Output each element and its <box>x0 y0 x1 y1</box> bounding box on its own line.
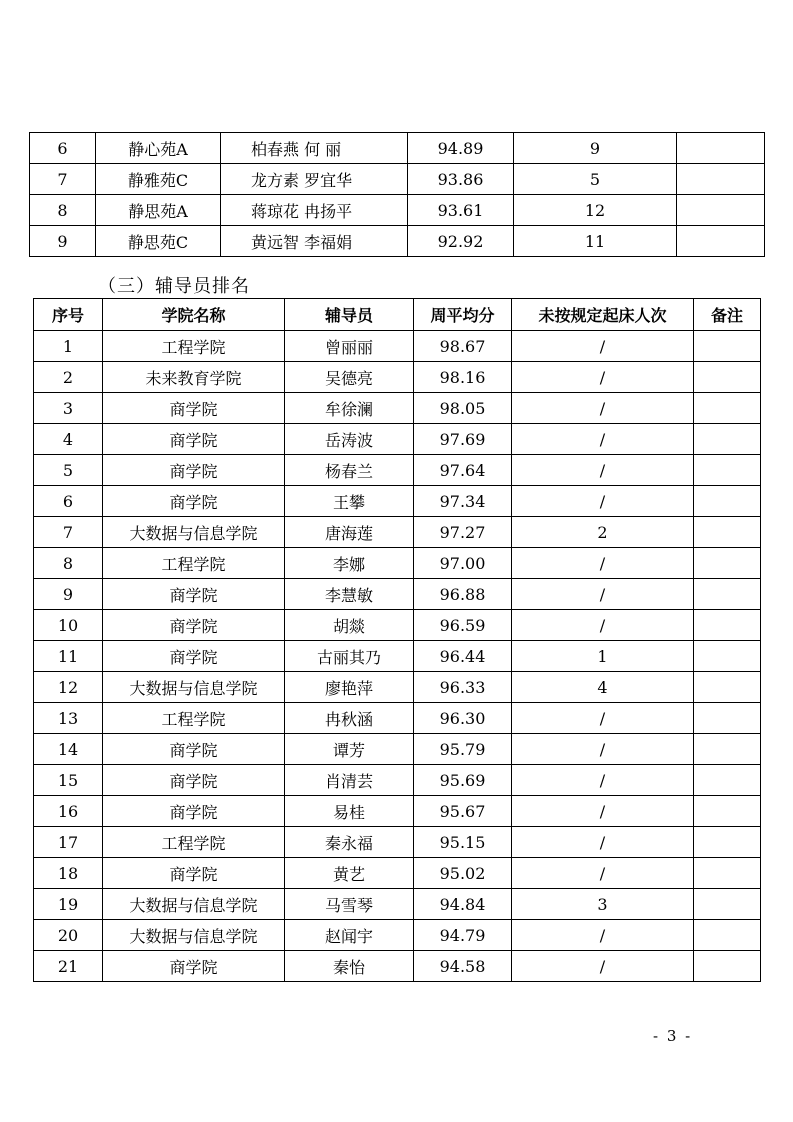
cell-weekly-average: 95.67 <box>414 796 512 827</box>
cell-count: 9 <box>514 133 677 164</box>
cell-rank: 9 <box>30 226 96 257</box>
cell-serial-number: 18 <box>34 858 103 889</box>
cell-late-rise-count: 4 <box>512 672 694 703</box>
header-late-rise-count: 未按规定起床人次 <box>512 299 694 331</box>
table-row <box>34 951 761 982</box>
cell-serial-number: 4 <box>34 424 103 455</box>
cell-late-rise-count: / <box>512 827 694 858</box>
cell-weekly-average: 97.00 <box>414 548 512 579</box>
cell-serial-number: 17 <box>34 827 103 858</box>
cell-staff: 柏春燕 何 丽 <box>221 133 408 164</box>
cell-remarks <box>694 951 761 982</box>
header-remarks: 备注 <box>694 299 761 331</box>
cell-counselor: 牟徐澜 <box>285 393 414 424</box>
cell-serial-number: 2 <box>34 362 103 393</box>
cell-remarks <box>694 889 761 920</box>
cell-serial-number: 21 <box>34 951 103 982</box>
cell-counselor: 吴德亮 <box>285 362 414 393</box>
table-row <box>34 765 761 796</box>
cell-counselor: 秦永福 <box>285 827 414 858</box>
cell-college-name: 商学院 <box>103 579 285 610</box>
cell-building: 静心苑A <box>96 133 221 164</box>
cell-college-name: 商学院 <box>103 641 285 672</box>
cell-college-name: 商学院 <box>103 858 285 889</box>
cell-remarks <box>694 920 761 951</box>
cell-counselor: 杨春兰 <box>285 455 414 486</box>
table-row <box>30 195 765 226</box>
page-number: - 3 - <box>653 1027 693 1045</box>
cell-weekly-average: 98.05 <box>414 393 512 424</box>
table-row <box>30 164 765 195</box>
cell-remarks <box>694 858 761 889</box>
table-row <box>34 331 761 362</box>
counselor-ranking-table <box>33 298 761 982</box>
cell-rank: 8 <box>30 195 96 226</box>
cell-building: 静雅苑C <box>96 164 221 195</box>
cell-late-rise-count: / <box>512 951 694 982</box>
cell-late-rise-count: 1 <box>512 641 694 672</box>
cell-count: 5 <box>514 164 677 195</box>
cell-remark <box>677 195 765 226</box>
table-row <box>34 610 761 641</box>
cell-building: 静思苑C <box>96 226 221 257</box>
cell-score: 93.86 <box>408 164 514 195</box>
cell-weekly-average: 97.27 <box>414 517 512 548</box>
cell-college-name: 大数据与信息学院 <box>103 889 285 920</box>
cell-serial-number: 6 <box>34 486 103 517</box>
cell-late-rise-count: 3 <box>512 889 694 920</box>
table-row <box>34 641 761 672</box>
cell-college-name: 商学院 <box>103 951 285 982</box>
cell-remark <box>677 226 765 257</box>
cell-weekly-average: 96.33 <box>414 672 512 703</box>
table-row <box>34 393 761 424</box>
cell-late-rise-count: / <box>512 362 694 393</box>
cell-weekly-average: 95.69 <box>414 765 512 796</box>
cell-remarks <box>694 424 761 455</box>
header-counselor: 辅导员 <box>285 299 414 331</box>
cell-serial-number: 9 <box>34 579 103 610</box>
table-row <box>34 424 761 455</box>
cell-counselor: 肖清芸 <box>285 765 414 796</box>
cell-weekly-average: 94.58 <box>414 951 512 982</box>
cell-late-rise-count: / <box>512 455 694 486</box>
cell-college-name: 大数据与信息学院 <box>103 920 285 951</box>
cell-late-rise-count: 2 <box>512 517 694 548</box>
cell-late-rise-count: / <box>512 858 694 889</box>
cell-remarks <box>694 455 761 486</box>
header-serial-number: 序号 <box>34 299 103 331</box>
cell-counselor: 易桂 <box>285 796 414 827</box>
table-row <box>30 226 765 257</box>
cell-counselor: 赵闻宇 <box>285 920 414 951</box>
cell-rank: 6 <box>30 133 96 164</box>
cell-remarks <box>694 827 761 858</box>
cell-weekly-average: 98.16 <box>414 362 512 393</box>
table-row <box>34 703 761 734</box>
table-row <box>34 455 761 486</box>
cell-serial-number: 15 <box>34 765 103 796</box>
cell-weekly-average: 97.69 <box>414 424 512 455</box>
table-header-row <box>34 299 761 331</box>
cell-counselor: 廖艳萍 <box>285 672 414 703</box>
cell-weekly-average: 94.84 <box>414 889 512 920</box>
cell-remarks <box>694 703 761 734</box>
cell-remarks <box>694 641 761 672</box>
cell-late-rise-count: / <box>512 765 694 796</box>
cell-serial-number: 10 <box>34 610 103 641</box>
cell-weekly-average: 95.02 <box>414 858 512 889</box>
cell-staff: 龙方素 罗宜华 <box>221 164 408 195</box>
cell-score: 93.61 <box>408 195 514 226</box>
cell-serial-number: 19 <box>34 889 103 920</box>
cell-counselor: 黄艺 <box>285 858 414 889</box>
cell-weekly-average: 96.59 <box>414 610 512 641</box>
cell-serial-number: 13 <box>34 703 103 734</box>
cell-weekly-average: 98.67 <box>414 331 512 362</box>
cell-college-name: 未来教育学院 <box>103 362 285 393</box>
table-row <box>34 827 761 858</box>
cell-serial-number: 20 <box>34 920 103 951</box>
cell-remarks <box>694 517 761 548</box>
counselor-ranking-body <box>34 331 761 982</box>
dormitory-ranking-body <box>30 133 765 257</box>
cell-counselor: 李慧敏 <box>285 579 414 610</box>
cell-score: 92.92 <box>408 226 514 257</box>
cell-late-rise-count: / <box>512 734 694 765</box>
cell-weekly-average: 96.30 <box>414 703 512 734</box>
table-row <box>34 362 761 393</box>
cell-remarks <box>694 796 761 827</box>
cell-remark <box>677 164 765 195</box>
section-heading: （三）辅导员排名 <box>98 276 250 297</box>
cell-remarks <box>694 579 761 610</box>
cell-college-name: 商学院 <box>103 734 285 765</box>
cell-college-name: 商学院 <box>103 765 285 796</box>
cell-counselor: 唐海莲 <box>285 517 414 548</box>
cell-college-name: 商学院 <box>103 455 285 486</box>
cell-counselor: 胡燚 <box>285 610 414 641</box>
cell-weekly-average: 94.79 <box>414 920 512 951</box>
table-row <box>34 734 761 765</box>
cell-college-name: 工程学院 <box>103 827 285 858</box>
table-row <box>34 889 761 920</box>
cell-counselor: 马雪琴 <box>285 889 414 920</box>
cell-serial-number: 16 <box>34 796 103 827</box>
cell-weekly-average: 97.64 <box>414 455 512 486</box>
cell-college-name: 工程学院 <box>103 331 285 362</box>
cell-serial-number: 11 <box>34 641 103 672</box>
cell-serial-number: 12 <box>34 672 103 703</box>
cell-staff: 黄远智 李福娟 <box>221 226 408 257</box>
cell-serial-number: 7 <box>34 517 103 548</box>
table-row <box>34 858 761 889</box>
cell-late-rise-count: / <box>512 424 694 455</box>
cell-late-rise-count: / <box>512 331 694 362</box>
cell-remarks <box>694 672 761 703</box>
cell-counselor: 王攀 <box>285 486 414 517</box>
cell-college-name: 商学院 <box>103 393 285 424</box>
cell-late-rise-count: / <box>512 796 694 827</box>
cell-weekly-average: 97.34 <box>414 486 512 517</box>
cell-serial-number: 1 <box>34 331 103 362</box>
cell-remarks <box>694 734 761 765</box>
cell-college-name: 大数据与信息学院 <box>103 517 285 548</box>
table-row <box>34 796 761 827</box>
cell-remark <box>677 133 765 164</box>
cell-remarks <box>694 548 761 579</box>
cell-score: 94.89 <box>408 133 514 164</box>
cell-college-name: 商学院 <box>103 424 285 455</box>
table-row <box>34 486 761 517</box>
cell-late-rise-count: / <box>512 610 694 641</box>
table-row <box>34 579 761 610</box>
cell-building: 静思苑A <box>96 195 221 226</box>
cell-weekly-average: 95.79 <box>414 734 512 765</box>
cell-late-rise-count: / <box>512 579 694 610</box>
cell-late-rise-count: / <box>512 548 694 579</box>
cell-count: 12 <box>514 195 677 226</box>
cell-college-name: 商学院 <box>103 610 285 641</box>
cell-serial-number: 14 <box>34 734 103 765</box>
header-college-name: 学院名称 <box>103 299 285 331</box>
cell-counselor: 冉秋涵 <box>285 703 414 734</box>
cell-counselor: 曾丽丽 <box>285 331 414 362</box>
cell-late-rise-count: / <box>512 393 694 424</box>
cell-college-name: 商学院 <box>103 796 285 827</box>
cell-weekly-average: 96.44 <box>414 641 512 672</box>
cell-remarks <box>694 331 761 362</box>
table-row <box>34 920 761 951</box>
cell-college-name: 工程学院 <box>103 703 285 734</box>
cell-counselor: 岳涛波 <box>285 424 414 455</box>
header-weekly-average: 周平均分 <box>414 299 512 331</box>
cell-weekly-average: 95.15 <box>414 827 512 858</box>
cell-counselor: 李娜 <box>285 548 414 579</box>
cell-college-name: 工程学院 <box>103 548 285 579</box>
cell-late-rise-count: / <box>512 486 694 517</box>
table-row <box>34 517 761 548</box>
cell-count: 11 <box>514 226 677 257</box>
cell-college-name: 大数据与信息学院 <box>103 672 285 703</box>
cell-remarks <box>694 486 761 517</box>
cell-remarks <box>694 362 761 393</box>
cell-college-name: 商学院 <box>103 486 285 517</box>
cell-counselor: 谭芳 <box>285 734 414 765</box>
cell-weekly-average: 96.88 <box>414 579 512 610</box>
cell-serial-number: 5 <box>34 455 103 486</box>
cell-counselor: 古丽其乃 <box>285 641 414 672</box>
dormitory-ranking-table-continued <box>29 132 765 257</box>
cell-remarks <box>694 393 761 424</box>
cell-late-rise-count: / <box>512 920 694 951</box>
cell-counselor: 秦怡 <box>285 951 414 982</box>
cell-remarks <box>694 765 761 796</box>
cell-staff: 蒋琼花 冉扬平 <box>221 195 408 226</box>
table-row <box>30 133 765 164</box>
cell-late-rise-count: / <box>512 703 694 734</box>
table-row <box>34 548 761 579</box>
cell-remarks <box>694 610 761 641</box>
cell-rank: 7 <box>30 164 96 195</box>
cell-serial-number: 8 <box>34 548 103 579</box>
cell-serial-number: 3 <box>34 393 103 424</box>
table-row <box>34 672 761 703</box>
